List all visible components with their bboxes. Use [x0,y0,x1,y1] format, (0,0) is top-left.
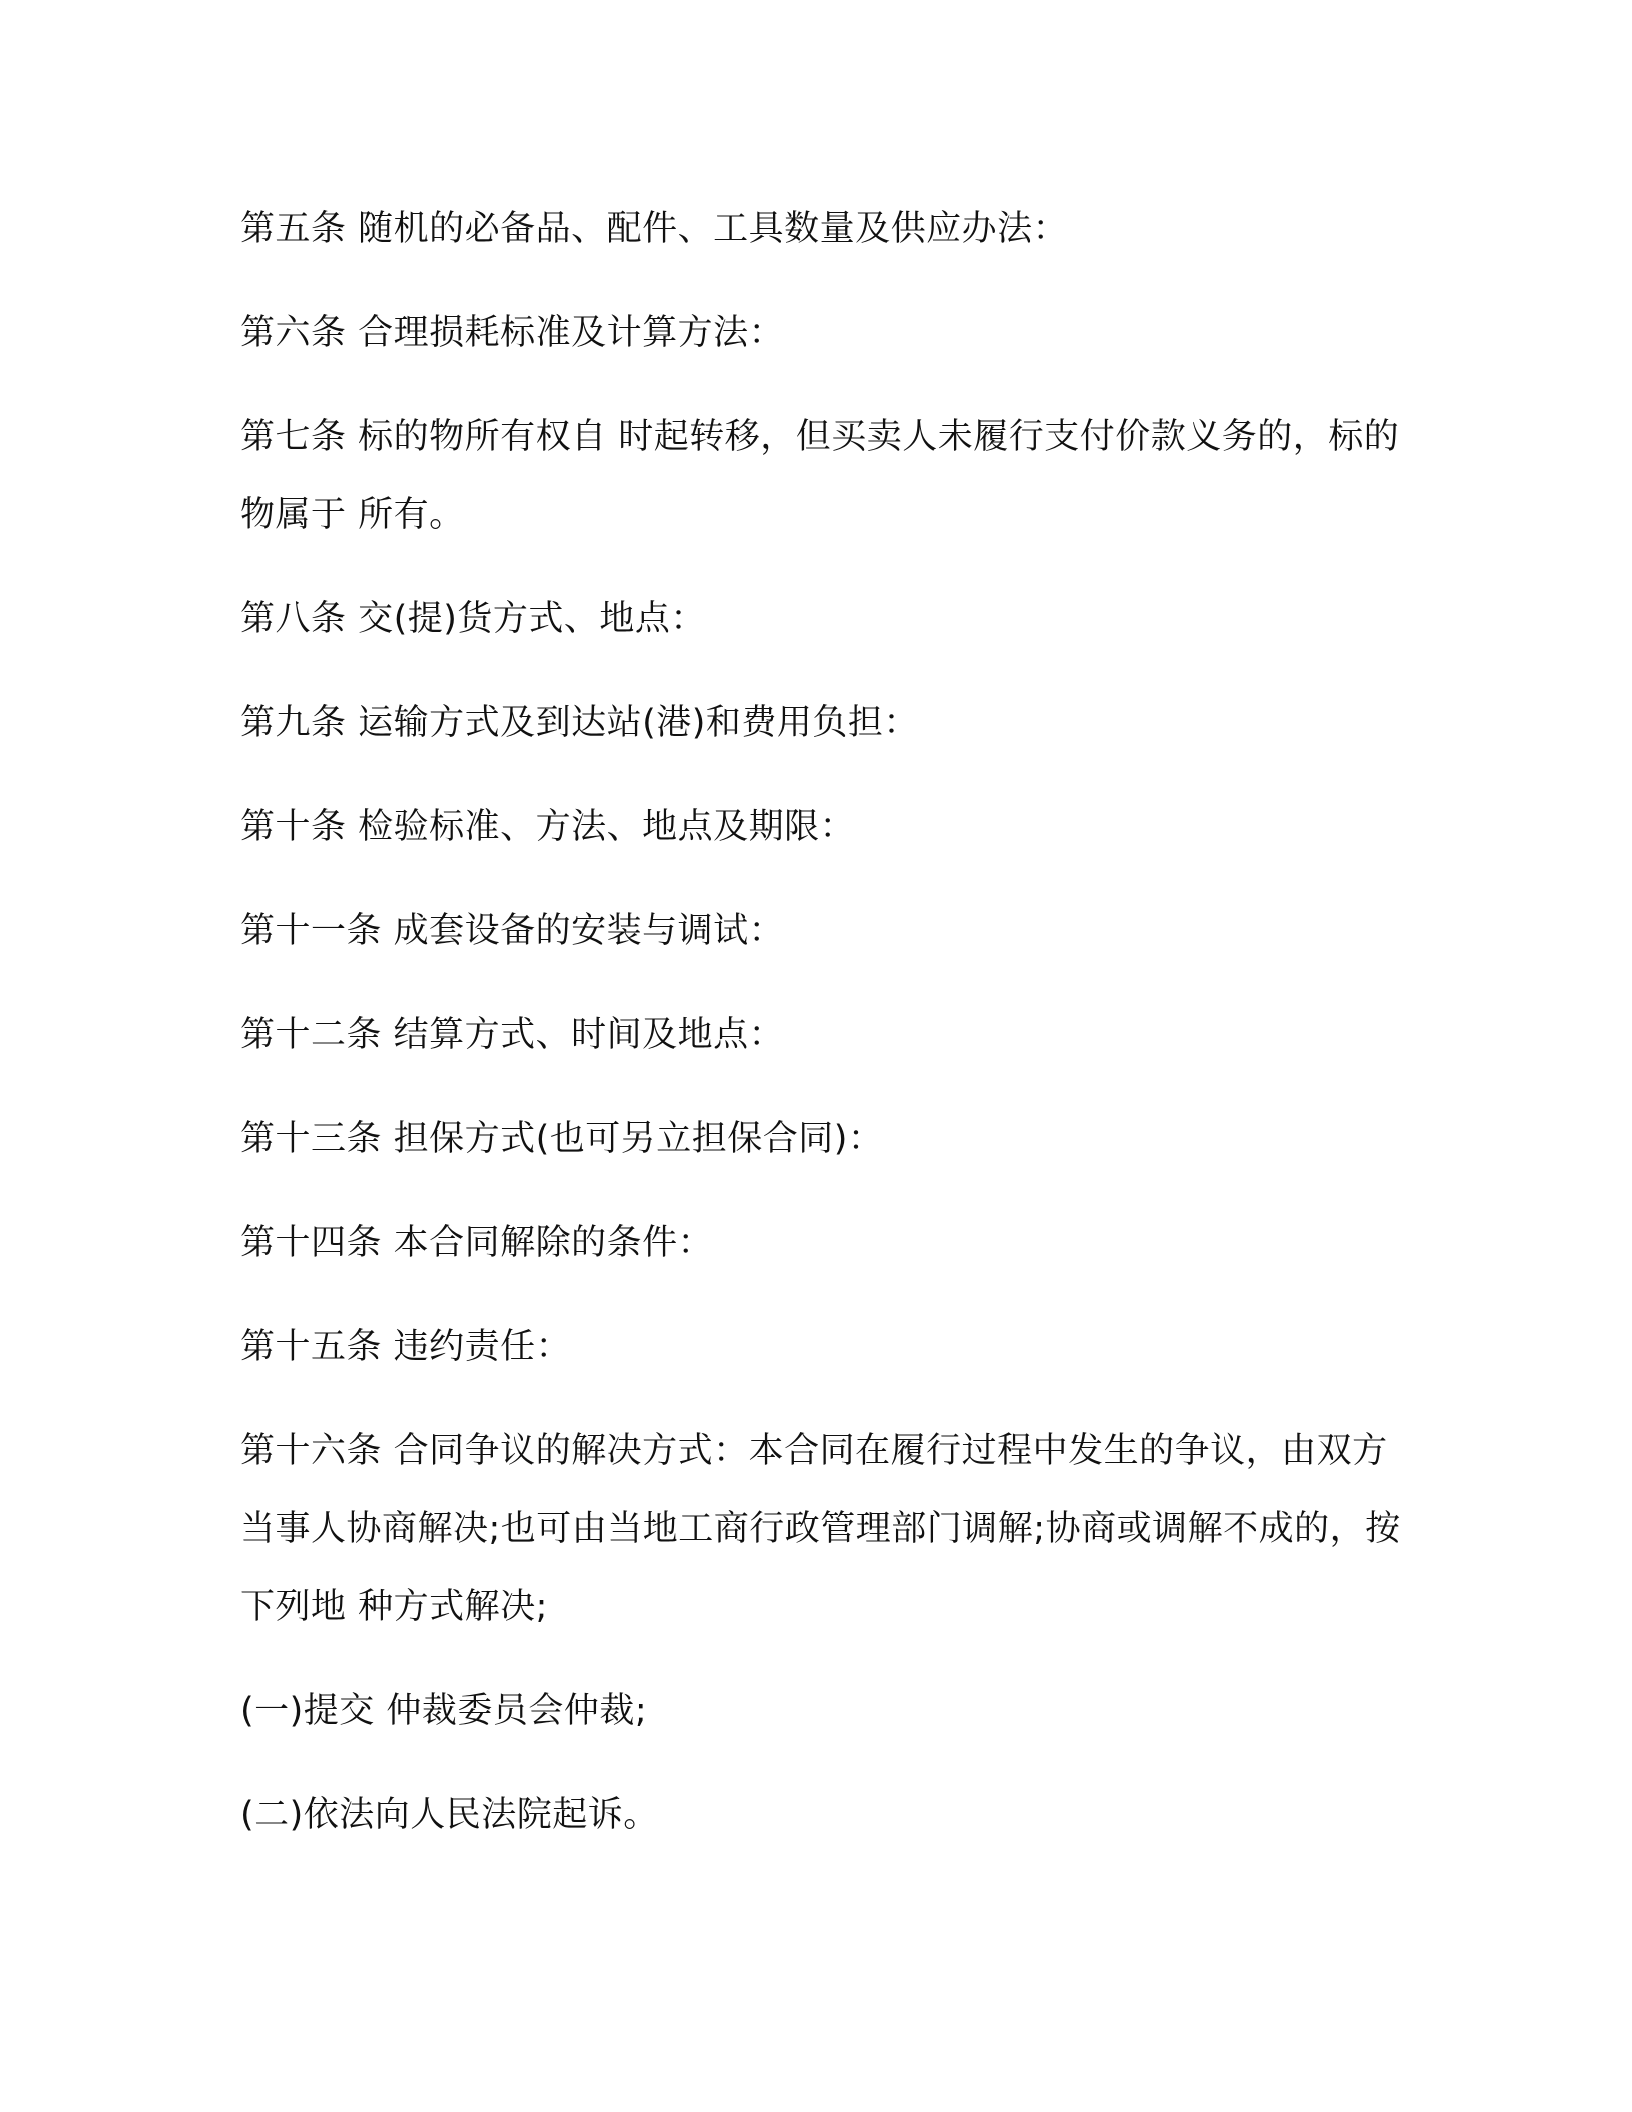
clause-5: 第五条 随机的必备品、配件、工具数量及供应办法： [240,209,1069,249]
clause-6: 第六条 合理损耗标准及计算方法： [240,313,785,353]
clause-15: 第十五条 违约责任： [240,1327,572,1367]
clause-8: 第八条 交(提)货方式、地点： [240,599,706,639]
contract-clauses [240,190,1410,1880]
clause-11: 第十一条 成套设备的安装与调试： [240,911,785,951]
clause-7: 第七条 标的物所有权自 时起转移，但买卖人未履行支付价款义务的，标的物属于 所有。 [240,417,1400,535]
dispute-option-1: (一)提交 仲裁委员会仲裁; [240,1691,648,1731]
clause-10: 第十条 检验标准、方法、地点及期限： [240,807,856,847]
clause-9: 第九条 运输方式及到达站(港)和费用负担： [240,703,919,743]
clause-12: 第十二条 结算方式、时间及地点： [240,1015,785,1055]
clause-13: 第十三条 担保方式(也可另立担保合同)： [240,1119,884,1159]
clause-16: 第十六条 合同争议的解决方式：本合同在履行过程中发生的争议，由双方当事人协商解决;也可由当地工商行政管理部门调解;协商或调解不成的，按下列地 种方式解决; [240,1431,1401,1627]
dispute-option-2: (二)依法向人民法院起诉。 [240,1795,659,1835]
clause-14: 第十四条 本合同解除的条件： [240,1223,714,1263]
